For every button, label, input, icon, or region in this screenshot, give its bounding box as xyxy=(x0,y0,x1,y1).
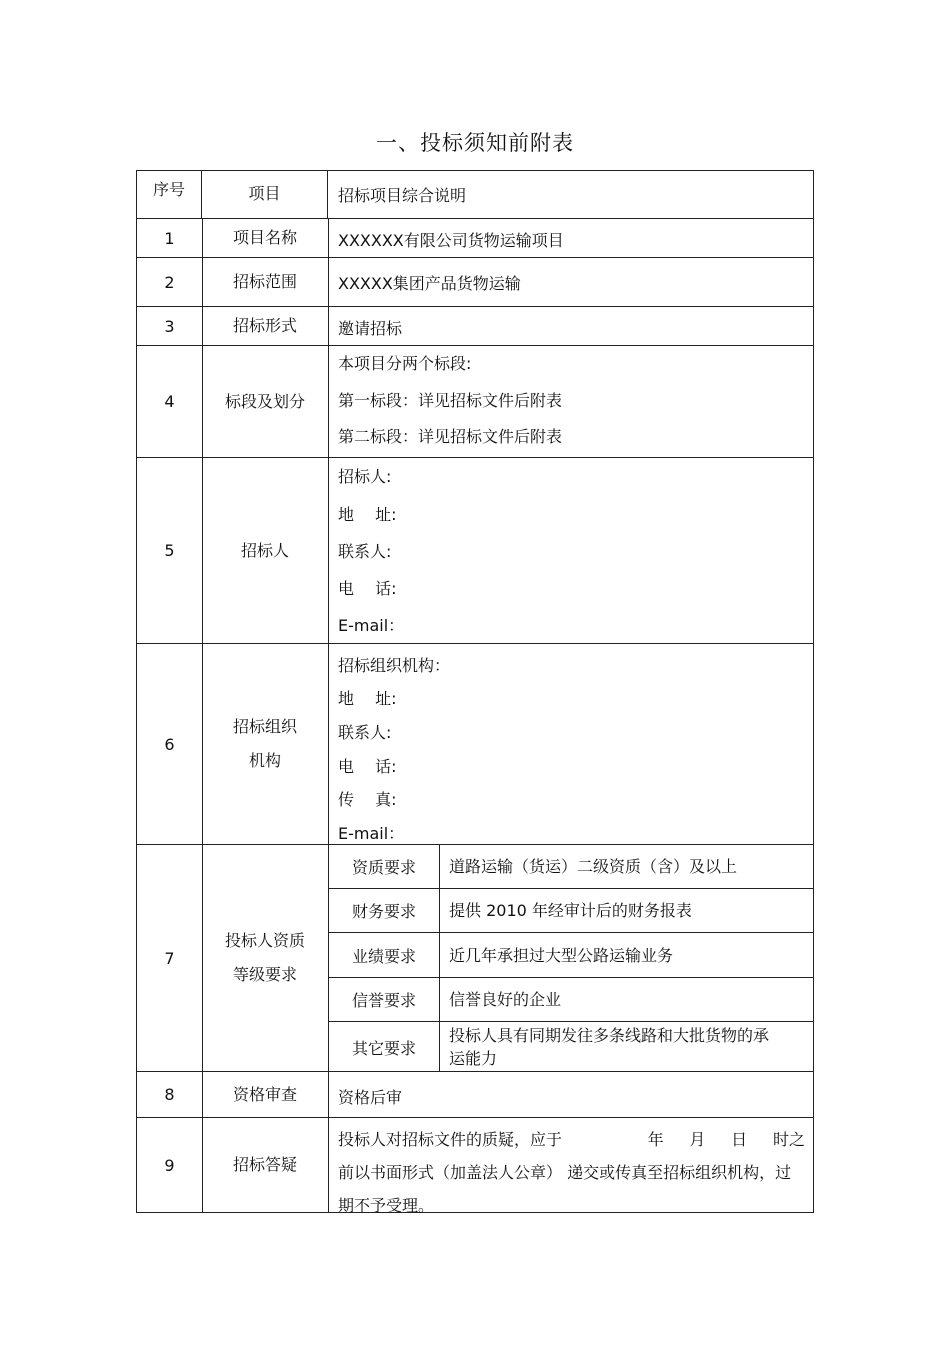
table-row xyxy=(137,458,813,644)
sub-row xyxy=(329,1022,813,1072)
table-row xyxy=(137,219,813,258)
row-item: 项目名称 xyxy=(202,219,329,257)
row-no: 5 xyxy=(137,458,203,643)
qa-year: 年 xyxy=(647,1130,664,1149)
sub-value: 提供 2010 年经审计后的财务报表 xyxy=(449,901,692,920)
qa-hour: 时之 xyxy=(772,1130,805,1149)
row-item: 招标人 xyxy=(202,458,329,643)
row-line: 招标组织机构： xyxy=(338,656,451,675)
page-title: 一、投标须知前附表 xyxy=(376,131,574,155)
sub-row xyxy=(329,933,813,978)
row-value: 邀请招标 xyxy=(338,319,403,338)
table-row xyxy=(137,258,813,307)
table-row xyxy=(137,1118,813,1215)
sub-key: 财务要求 xyxy=(329,889,440,932)
row-item-line: 招标组织 xyxy=(232,717,297,736)
row-line: 第一标段：详见招标文件后附表 xyxy=(338,391,563,410)
sub-key: 其它要求 xyxy=(329,1022,440,1072)
row-line: 联系人: xyxy=(338,723,392,742)
header-desc: 招标项目综合说明 xyxy=(338,186,467,205)
qa-text-b: 前以书面形式（加盖法人公章） 递交或传真至招标组织机构，过期不予受理。 xyxy=(338,1163,792,1215)
row-value: XXXXX集团产品货物运输 xyxy=(338,274,521,293)
sub-key: 信誉要求 xyxy=(329,978,440,1021)
table-row xyxy=(137,346,813,458)
row-line: 地 址: xyxy=(338,689,397,708)
qualification-subtable xyxy=(329,845,813,1071)
row-no: 9 xyxy=(137,1118,203,1212)
row-item: 招标答疑 xyxy=(202,1118,329,1212)
row-no: 6 xyxy=(137,644,203,844)
table-row xyxy=(137,644,813,845)
row-item-line: 机构 xyxy=(248,751,281,770)
row-no: 1 xyxy=(137,219,203,257)
qa-text-a: 投标人对招标文件的质疑，应于 xyxy=(338,1130,563,1149)
sub-value: 投标人具有同期发往多条线路和大批货物的承运能力 xyxy=(449,1026,770,1068)
sub-key: 业绩要求 xyxy=(329,933,440,977)
qa-day: 日 xyxy=(731,1130,748,1149)
table-row xyxy=(137,307,813,346)
row-line: E-mail： xyxy=(338,616,405,635)
sub-value: 道路运输（货运）二级资质（含）及以上 xyxy=(449,857,738,876)
row-no: 7 xyxy=(137,845,203,1071)
row-no: 4 xyxy=(137,346,203,457)
row-item: 招标范围 xyxy=(202,258,329,306)
row-item-line: 等级要求 xyxy=(232,965,297,984)
row-item: 招标形式 xyxy=(202,307,329,345)
row-item: 资格审查 xyxy=(202,1072,329,1117)
row-no: 2 xyxy=(137,258,203,306)
sub-row xyxy=(329,845,813,889)
table-header-row xyxy=(137,171,813,219)
row-line: 本项目分两个标段: xyxy=(338,354,472,373)
row-line: 联系人: xyxy=(338,542,392,561)
row-line: 第二标段：详见招标文件后附表 xyxy=(338,427,563,446)
table-row xyxy=(137,845,813,1072)
row-item: 标段及划分 xyxy=(202,346,329,457)
bid-notice-table xyxy=(136,170,814,1213)
row-no: 3 xyxy=(137,307,203,345)
sub-value: 近几年承担过大型公路运输业务 xyxy=(449,945,674,965)
row-value: XXXXXX有限公司货物运输项目 xyxy=(338,231,564,250)
row-line: E-mail： xyxy=(338,824,405,843)
row-value: 资格后审 xyxy=(338,1088,403,1107)
qa-text xyxy=(338,1123,805,1222)
header-item: 项目 xyxy=(202,171,328,218)
row-no: 8 xyxy=(137,1072,203,1117)
sub-row xyxy=(329,889,813,933)
sub-value: 信誉良好的企业 xyxy=(449,990,562,1009)
row-line: 地 址: xyxy=(338,505,397,524)
row-line: 传 真: xyxy=(338,790,397,809)
qa-month: 月 xyxy=(689,1130,706,1149)
row-line: 招标人: xyxy=(338,467,392,486)
sub-row xyxy=(329,978,813,1022)
row-line: 电 话: xyxy=(338,579,397,598)
row-item-line: 投标人资质 xyxy=(224,931,305,950)
table-row xyxy=(137,1072,813,1118)
header-no: 序号 xyxy=(137,171,202,218)
row-line: 电 话: xyxy=(338,757,397,776)
sub-key: 资质要求 xyxy=(329,845,440,888)
